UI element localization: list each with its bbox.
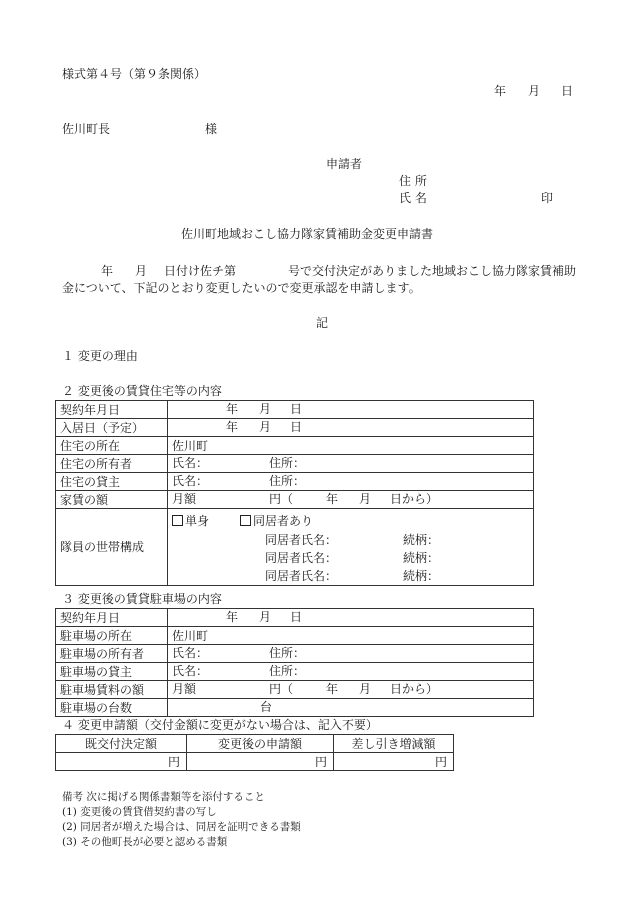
checkbox-single[interactable] bbox=[172, 515, 183, 526]
col-header-new-amount: 変更後の申請額 bbox=[187, 735, 334, 753]
month-label: 月 bbox=[259, 402, 272, 416]
row-label-housing-lessor: 住宅の貸主 bbox=[56, 473, 168, 491]
single-option[interactable] bbox=[172, 515, 209, 527]
table-row bbox=[56, 491, 534, 509]
owner-address-label: 住所： bbox=[269, 646, 306, 660]
town-value: 佐川町 bbox=[168, 437, 534, 455]
relation-2: 続柄： bbox=[403, 551, 440, 565]
month-label: 月 bbox=[359, 492, 372, 506]
row-label-parking-fee: 駐車場賃料の額 bbox=[56, 681, 168, 699]
table-row bbox=[56, 509, 534, 586]
addressee: 佐川町長 bbox=[62, 122, 111, 136]
table-row bbox=[56, 735, 454, 753]
row-label-parking-lessor: 駐車場の貸主 bbox=[56, 663, 168, 681]
year-label: 年 bbox=[226, 420, 239, 434]
row-label-contract-date: 契約年月日 bbox=[56, 401, 168, 419]
year-label: 年 bbox=[326, 682, 339, 696]
date-month-label: 月 bbox=[528, 84, 541, 98]
col-header-previous-amount: 既交付決定額 bbox=[56, 735, 187, 753]
seal-mark: 印 bbox=[541, 191, 554, 205]
date-day-label: 日 bbox=[561, 84, 574, 98]
year-label: 年 bbox=[226, 402, 239, 416]
rental-housing-table bbox=[55, 400, 534, 586]
row-label-rent: 家賃の額 bbox=[56, 491, 168, 509]
lessor-name-label: 氏名： bbox=[172, 664, 209, 678]
intro-line2: 金について、下記のとおり変更したいので変更承認を申請します。 bbox=[62, 281, 421, 295]
cohabitant-name-2: 同居者氏名： bbox=[265, 551, 338, 565]
table-row bbox=[56, 663, 534, 681]
lessor-address-label: 住所： bbox=[269, 474, 306, 488]
difference-yen: 円 bbox=[334, 753, 454, 771]
yen-open-paren: 円（ bbox=[269, 682, 294, 696]
count-unit: 台 bbox=[260, 700, 273, 714]
yen-open-paren: 円（ bbox=[269, 492, 294, 506]
row-label-parking-owner: 駐車場の所有者 bbox=[56, 645, 168, 663]
form-number: 様式第４号（第９条関係） bbox=[62, 67, 207, 81]
month-label: 月 bbox=[259, 610, 272, 624]
row-label-parking-contract-date: 契約年月日 bbox=[56, 609, 168, 627]
owner-name-label: 氏名： bbox=[172, 456, 209, 470]
table-row bbox=[56, 401, 534, 419]
monthly-label: 月額 bbox=[172, 682, 197, 696]
intro-year: 年 bbox=[101, 264, 114, 278]
owner-name-label: 氏名： bbox=[172, 646, 209, 660]
table-row bbox=[56, 681, 534, 699]
table-row bbox=[56, 419, 534, 437]
addressee-suffix: 様 bbox=[205, 122, 218, 136]
note-item-1: (1) 変更後の賃貸借契約書の写し bbox=[62, 806, 217, 818]
amount-table bbox=[55, 734, 454, 771]
owner-address-label: 住所： bbox=[269, 456, 306, 470]
intro-line1-rest: 号で交付決定がありました地域おこし協力隊家賃補助 bbox=[288, 264, 577, 278]
day-label: 日 bbox=[290, 402, 303, 416]
table-row bbox=[56, 609, 534, 627]
applicant-address-label: 住 所 bbox=[399, 174, 427, 188]
intro-day-ref: 日付け佐チ第 bbox=[164, 264, 237, 278]
year-label: 年 bbox=[226, 610, 239, 624]
note-item-2: (2) 同居者が増えた場合は、同居を証明できる書類 bbox=[62, 821, 301, 833]
intro-month: 月 bbox=[135, 264, 148, 278]
date-year-label: 年 bbox=[494, 84, 507, 98]
single-label: 単身 bbox=[185, 514, 210, 528]
section4-heading: ４ 変更申請額（交付金額に変更がない場合は、記入不要） bbox=[62, 718, 378, 732]
row-label-move-in: 入居日（予定） bbox=[56, 419, 168, 437]
ki-label: 記 bbox=[316, 316, 329, 330]
cohabitant-name-3: 同居者氏名： bbox=[265, 569, 338, 583]
table-row bbox=[56, 753, 454, 771]
from-close-paren: 日から） bbox=[390, 492, 439, 506]
checkbox-cohabitant[interactable] bbox=[240, 515, 251, 526]
month-label: 月 bbox=[359, 682, 372, 696]
year-label: 年 bbox=[326, 492, 339, 506]
table-row bbox=[56, 699, 534, 717]
day-label: 日 bbox=[290, 610, 303, 624]
row-label-parking-count: 駐車場の台数 bbox=[56, 699, 168, 717]
table-row bbox=[56, 455, 534, 473]
table-row bbox=[56, 627, 534, 645]
table-row bbox=[56, 437, 534, 455]
row-label-housing-location: 住宅の所在 bbox=[56, 437, 168, 455]
applicant-name-label: 氏 名 bbox=[399, 191, 427, 205]
cohabitant-option[interactable] bbox=[240, 515, 313, 527]
applicant-label: 申請者 bbox=[326, 157, 363, 171]
month-label: 月 bbox=[259, 420, 272, 434]
cohabitant-name-1: 同居者氏名： bbox=[265, 533, 338, 547]
new-amount-yen: 円 bbox=[187, 753, 334, 771]
row-label-household: 隊員の世帯構成 bbox=[56, 509, 168, 586]
note-item-3: (3) その他町長が必要と認める書類 bbox=[62, 836, 228, 848]
cohabitant-label: 同居者あり bbox=[253, 514, 314, 528]
from-close-paren: 日から） bbox=[390, 682, 439, 696]
col-header-difference: 差し引き増減額 bbox=[334, 735, 454, 753]
lessor-name-label: 氏名： bbox=[172, 474, 209, 488]
section2-heading: ２ 変更後の賃貸住宅等の内容 bbox=[62, 384, 222, 398]
day-label: 日 bbox=[290, 420, 303, 434]
previous-amount-yen: 円 bbox=[56, 753, 187, 771]
section1-heading: １ 変更の理由 bbox=[62, 349, 138, 363]
table-row bbox=[56, 645, 534, 663]
town-value: 佐川町 bbox=[168, 627, 534, 645]
document-title: 佐川町地域おこし協力隊家賃補助金変更申請書 bbox=[181, 227, 434, 241]
monthly-label: 月額 bbox=[172, 492, 197, 506]
row-label-housing-owner: 住宅の所有者 bbox=[56, 455, 168, 473]
relation-1: 続柄： bbox=[403, 533, 440, 547]
table-row bbox=[56, 473, 534, 491]
row-label-parking-location: 駐車場の所在 bbox=[56, 627, 168, 645]
parking-table bbox=[55, 608, 534, 717]
lessor-address-label: 住所： bbox=[269, 664, 306, 678]
section3-heading: ３ 変更後の賃貸駐車場の内容 bbox=[62, 592, 222, 606]
notes-heading: 備考 次に掲げる関係書類等を添付すること bbox=[62, 791, 265, 803]
relation-3: 続柄： bbox=[403, 569, 440, 583]
